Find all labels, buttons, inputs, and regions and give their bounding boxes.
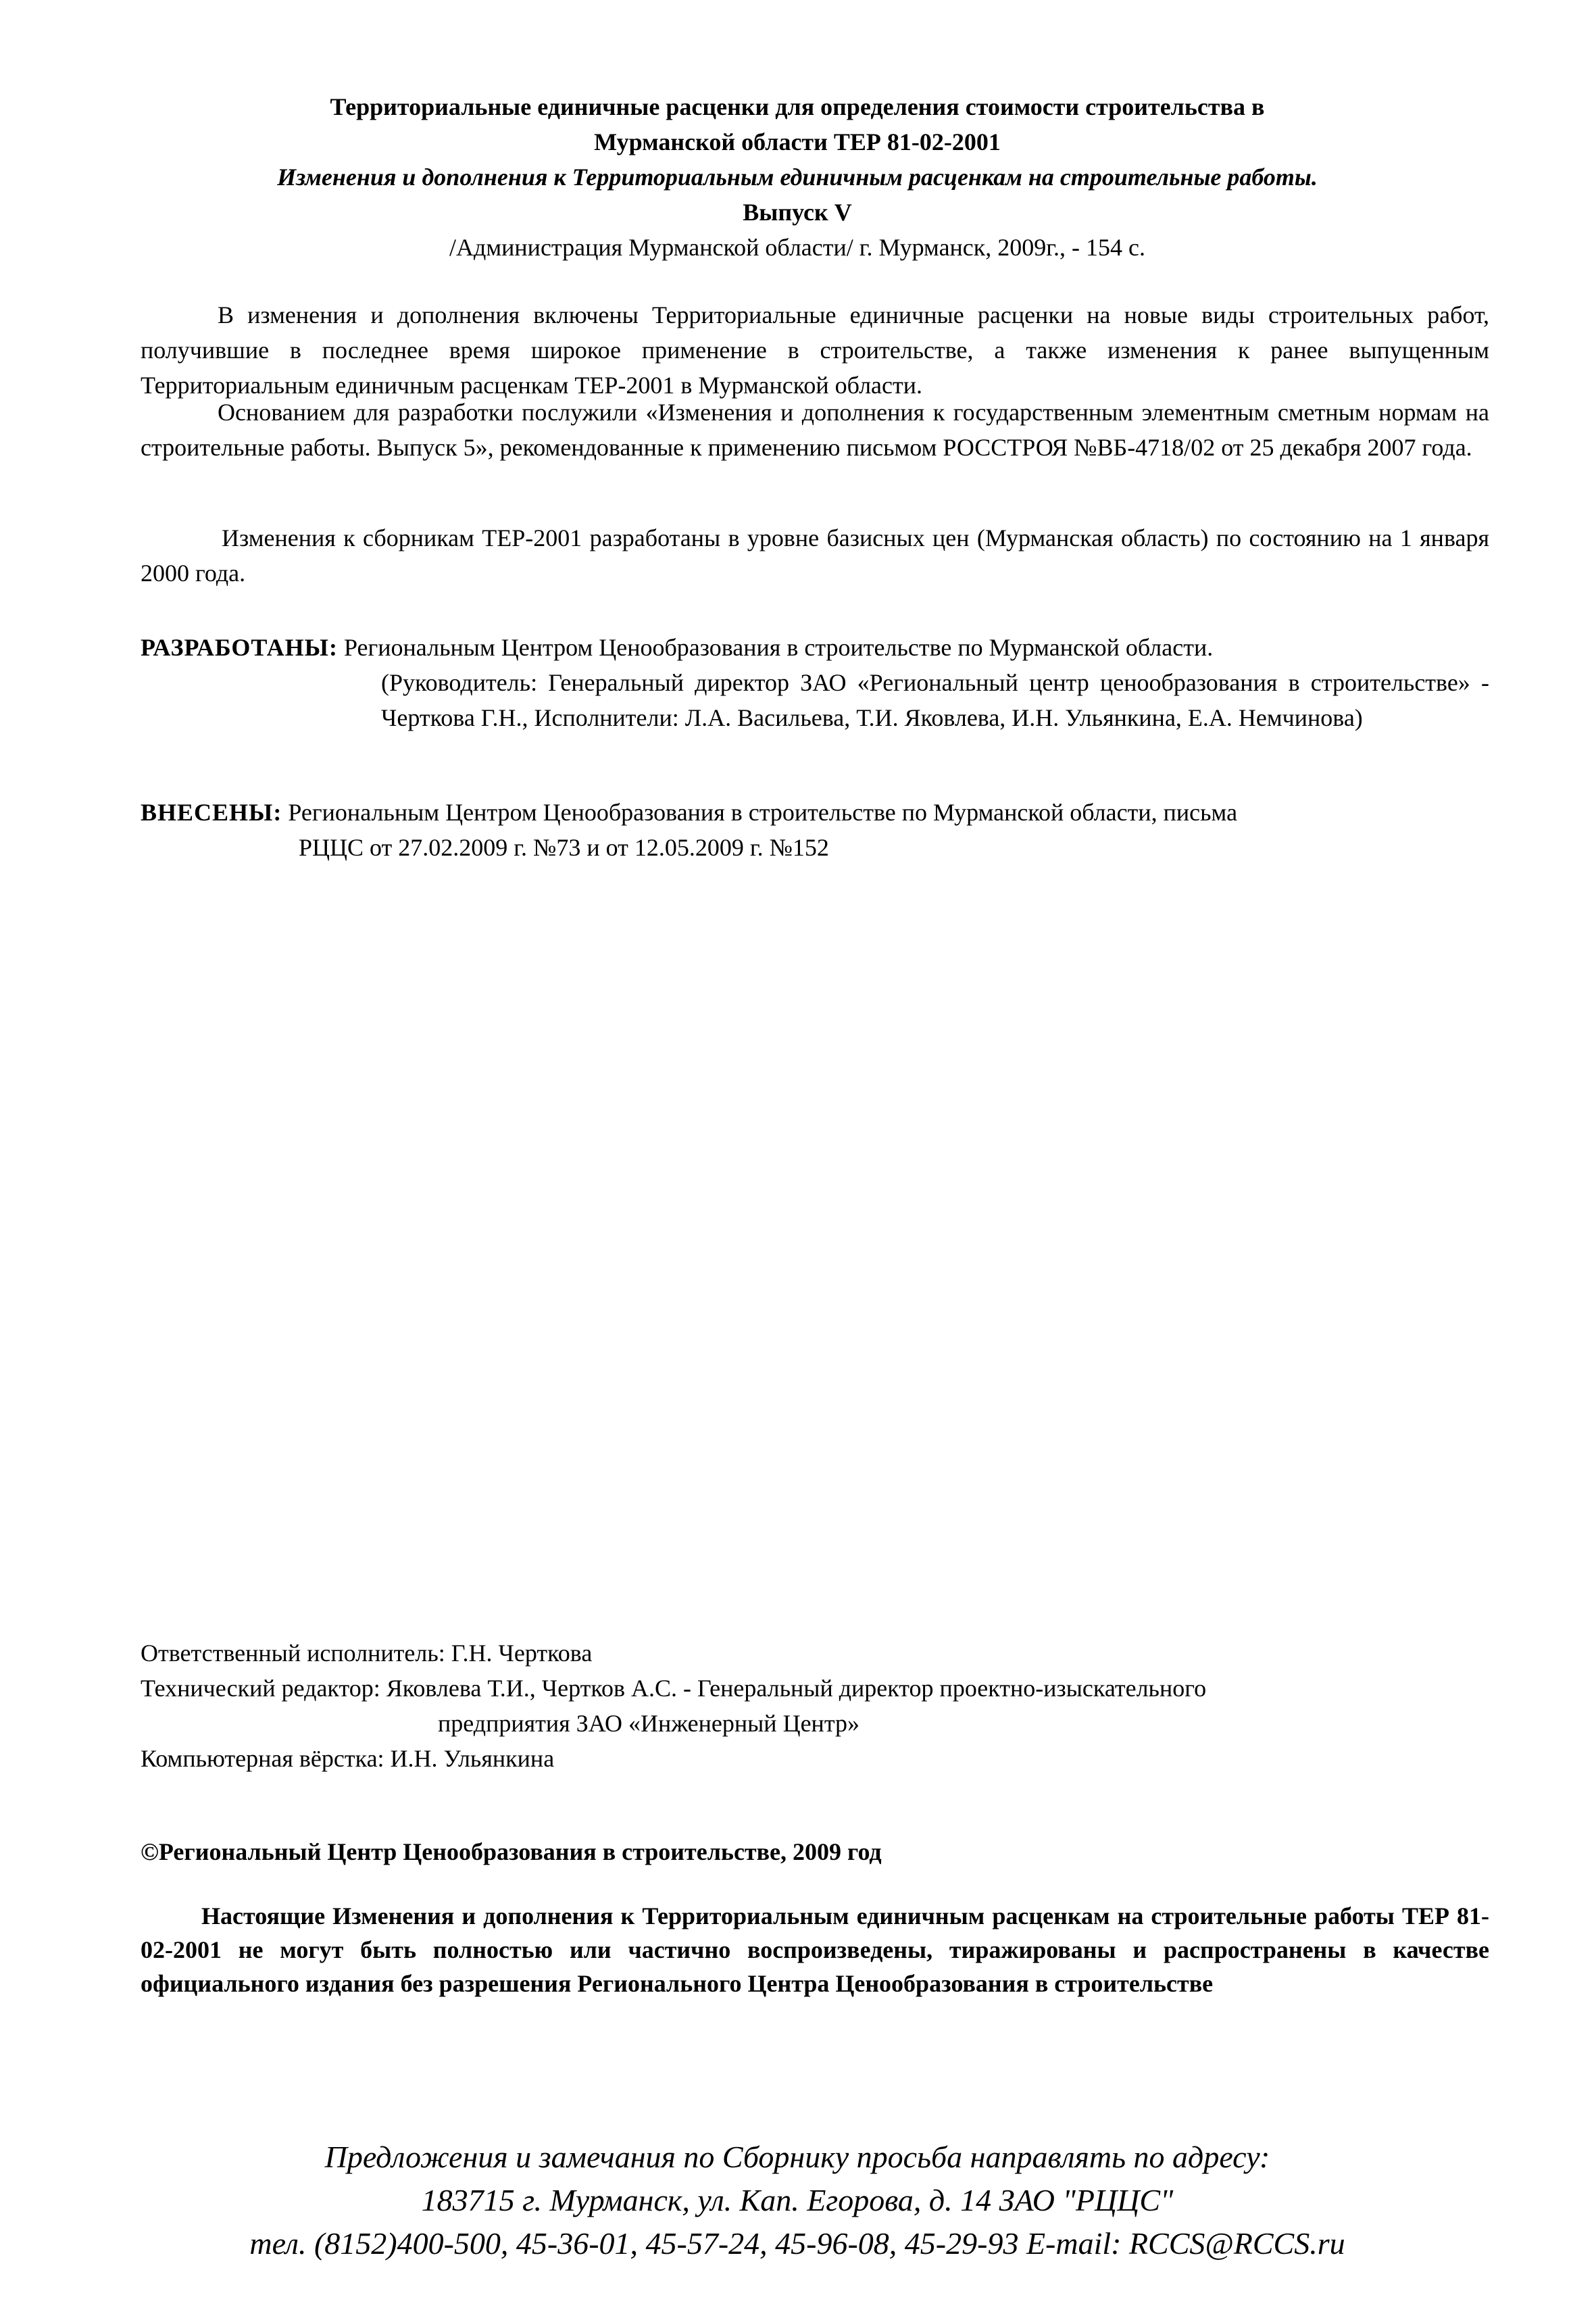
technical-editor: Технический редактор: Яковлева Т.И., Чертков А.С. - Генеральный директор проектно-изыскательного <box>141 1675 1207 1702</box>
computer-layout: Компьютерная вёрстка: И.Н. Ульянкина <box>141 1745 555 1772</box>
title-line-2: Мурманской области ТЕР 81-02-2001 <box>594 128 1001 155</box>
technical-editor-continued: предприятия ЗАО «Инженерный Центр» <box>438 1710 859 1737</box>
contact-address: 183715 г. Мурманск, ул. Кап. Егорова, д. 14 ЗАО "РЦЦС" <box>421 2183 1174 2217</box>
intro-paragraph-1: В изменения и дополнения включены Территориальные единичные расценки на новые виды строительных работ, получившие в последнее время широкое применение в строительстве, а также изменения к ранее выпущенным Территориальным единичным расценкам ТЕР-2001 в Мурманской области. <box>141 301 1489 399</box>
developed-label: РАЗРАБОТАНЫ: <box>141 634 338 661</box>
title-block <box>135 89 1460 265</box>
responsible-executor: Ответственный исполнитель: Г.Н. Черткова <box>141 1640 593 1667</box>
credits-block <box>141 1635 1489 1776</box>
introduced-letters: РЦЦС от 27.02.2009 г. №73 и от 12.05.2009 г. №152 <box>299 834 829 861</box>
issue-number: Выпуск V <box>743 199 852 226</box>
introduced-organization: Региональным Центром Ценообразования в строительстве по Мурманской области, письма <box>288 799 1238 826</box>
contact-phone-email: тел. (8152)400-500, 45-36-01, 45-57-24, 45-96-08, 45-29-93 E-mail: RCCS@RCCS.ru <box>249 2226 1345 2261</box>
developed-organization: Региональным Центром Ценообразования в строительстве по Мурманской области. <box>343 634 1214 661</box>
developed-first-line <box>141 630 1489 665</box>
publication-info: /Администрация Мурманской области/ г. Мурманск, 2009г., - 154 с. <box>449 234 1145 261</box>
subtitle: Изменения и дополнения к Территориальным единичным расценкам на строительные работы. <box>277 164 1318 191</box>
intro-paragraph-3: Изменения к сборникам ТЕР-2001 разработаны в уровне базисных цен (Мурманская область) по состоянию на 1 января 2000 года. <box>141 524 1489 587</box>
contact-intro: Предложения и замечания по Сборнику просьба направлять по адресу: <box>324 2140 1270 2174</box>
intro-paragraph-2: Основанием для разработки послужили «Изменения и дополнения к государственным элементным сметным нормам на строительные работы. Выпуск 5», рекомендованные к применению письмом РОССТРОЯ №ВБ-4718/02 от 25 декабря 2007 года. <box>141 399 1489 461</box>
copyright-line: ©Региональный Центр Ценообразования в строительстве, 2009 год <box>141 1838 882 1865</box>
copyright-notice: Настоящие Изменения и дополнения к Территориальным единичным расценкам на строительные работы ТЕР 81-02-2001 не могут быть полностью или частично воспроизведены, тиражированы и распространены в качестве официального издания без разрешения Регионального Центра Ценообразования в строительстве <box>141 1902 1489 1997</box>
introduced-first-line <box>141 795 1489 830</box>
contact-block <box>135 2136 1460 2265</box>
developed-details: (Руководитель: Генеральный директор ЗАО «Региональный центр ценообразования в строительстве» - Черткова Г.Н., Исполнители: Л.А. Васильева, Т.И. Яковлева, И.Н. Ульянкина, Е.А. Немчинова) <box>381 669 1489 731</box>
title-line-1: Территориальные единичные расценки для определения стоимости строительства в <box>330 93 1265 120</box>
introduced-label: ВНЕСЕНЫ: <box>141 799 282 826</box>
